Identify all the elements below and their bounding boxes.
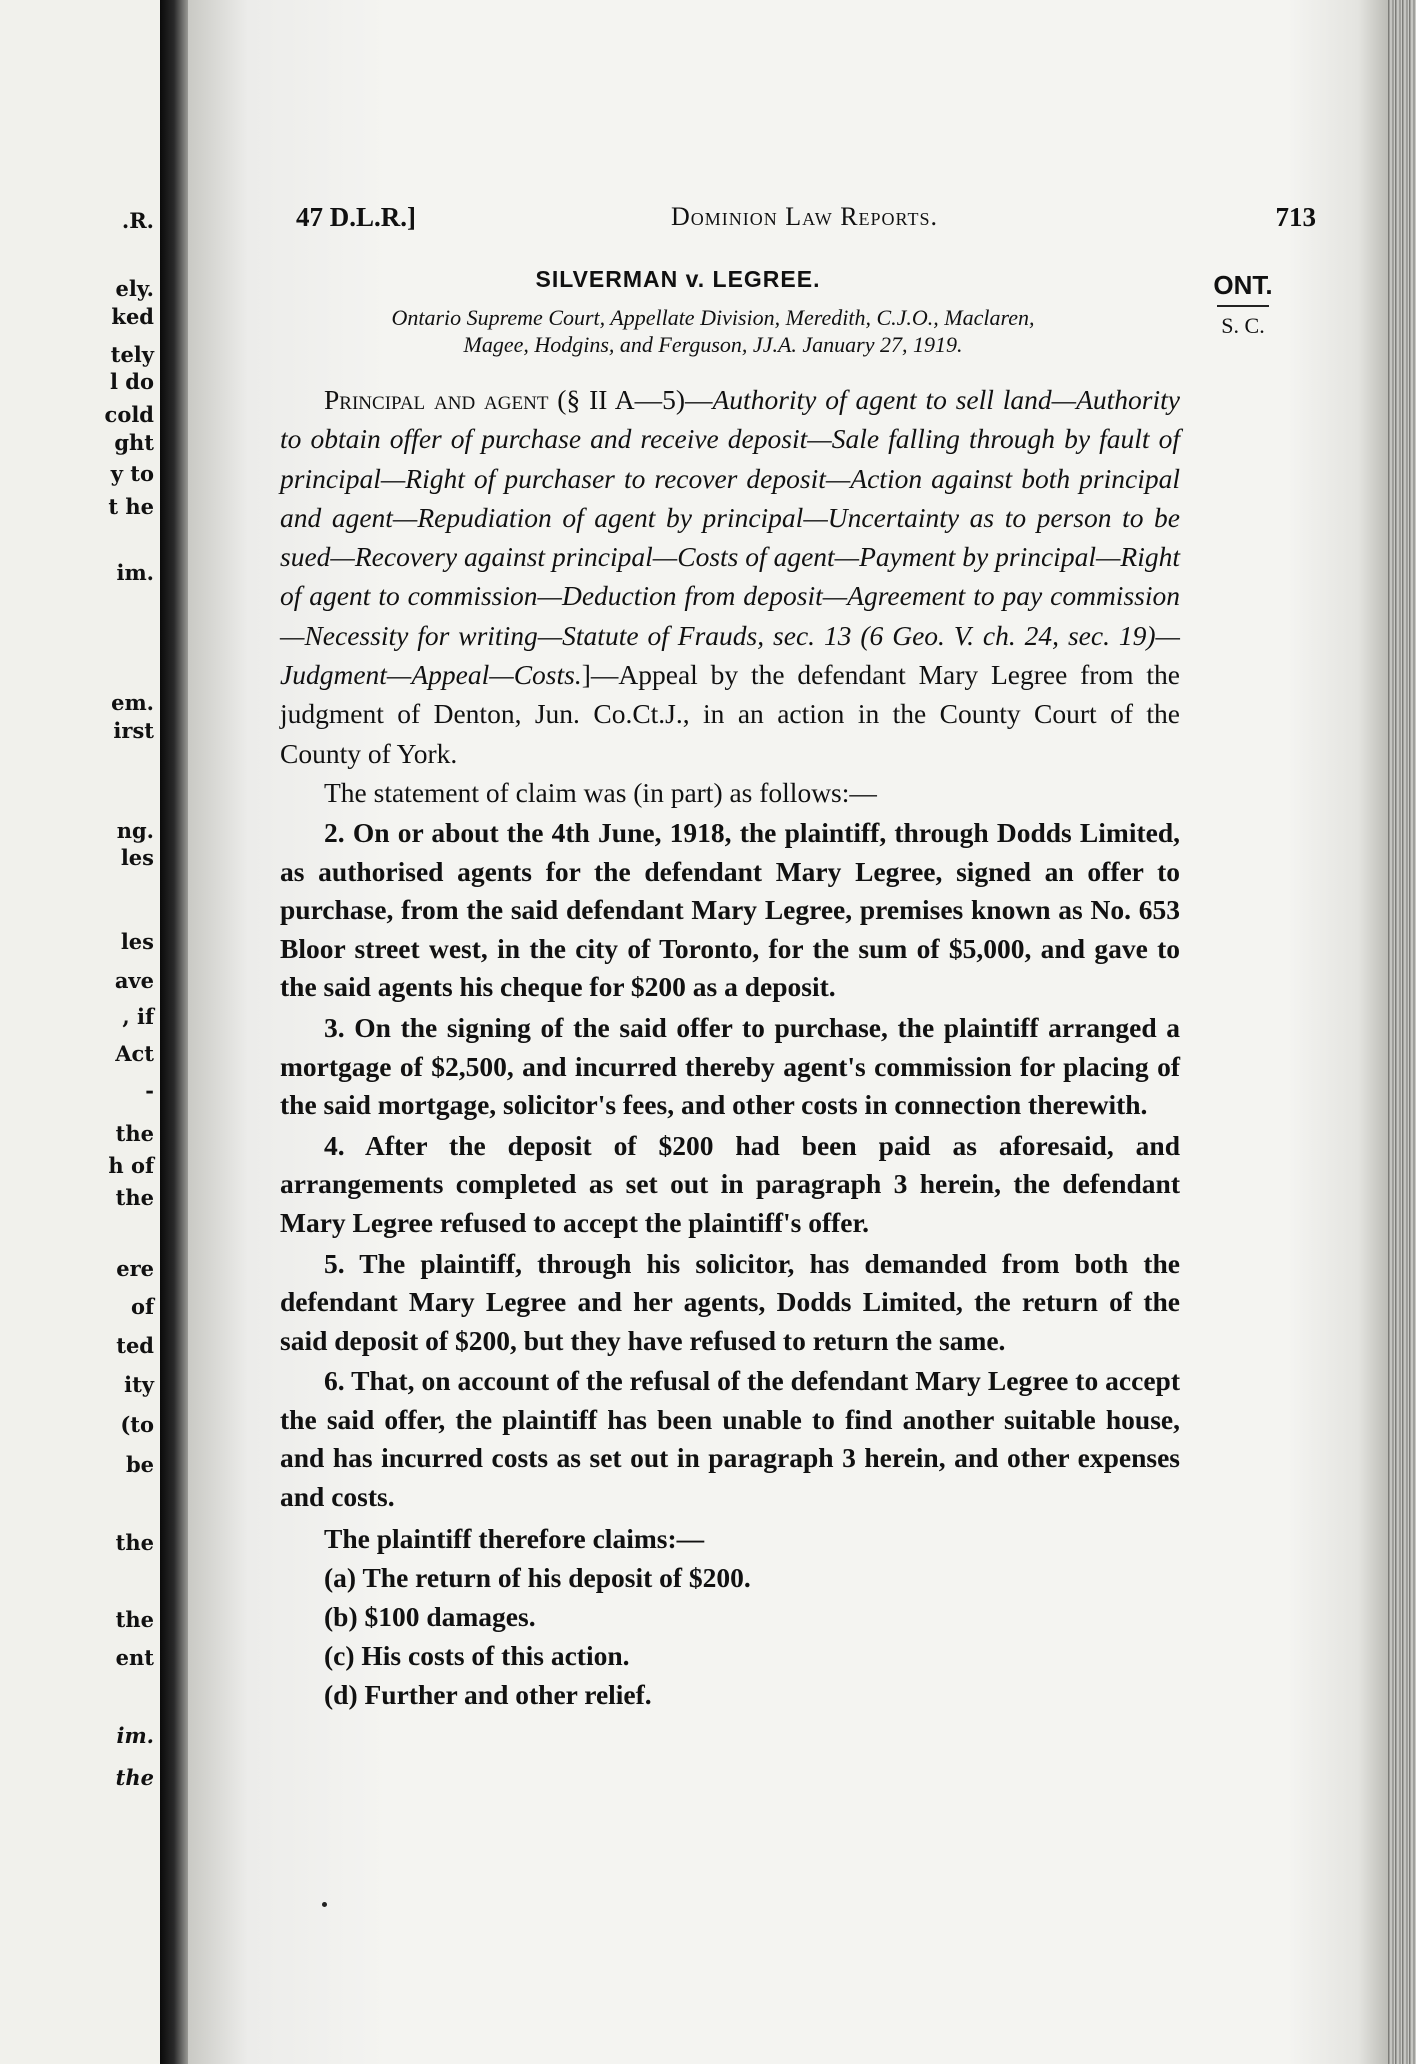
facing-page-fragment: the <box>115 1185 154 1210</box>
running-head <box>296 202 1316 242</box>
facing-page-fragment: im. <box>116 560 154 585</box>
facing-page-fragment: be <box>125 1452 154 1477</box>
claim-item: (c) His costs of this action. <box>324 1639 630 1671</box>
facing-page-fragment: t he <box>108 494 154 519</box>
facing-page-fragment: im. <box>116 1723 154 1748</box>
facing-page-fragment: ked <box>111 304 154 329</box>
margin-rule <box>1217 305 1269 307</box>
facing-page-fragment: y to <box>110 461 154 486</box>
facing-page-fragment: les <box>120 845 154 870</box>
facing-page-fragment: ted <box>116 1333 154 1358</box>
facing-page-fragment: the <box>115 1121 154 1146</box>
facing-page-fragment: - <box>145 1078 154 1103</box>
facing-page <box>0 0 160 2064</box>
facing-page-fragment: cold <box>104 402 154 427</box>
facing-page-fragment: irst <box>113 718 154 743</box>
facing-page-fragment: the <box>115 1607 154 1632</box>
claim-paragraph: 5. The plaintiff, through his solicitor, has demanded from both the defendant Mary Legree and her agents, Dodds Limited, the return of the said deposit of $200, but they have refused to return the same. <box>280 1247 1180 1356</box>
claim-paragraph: 2. On or about the 4th June, 1918, the plaintiff, through Dodds Limited, as authorised agents for the defendant Mary Legree, signed an offer to purchase, from the said defendant Mary Legree, premises known as No. 653 Bloor street west, in the city of Toronto, for the sum of $5,000, and gave to the said agents his cheque for $200 as a deposit. <box>280 816 1180 1003</box>
claim-item: (a) The return of his deposit of $200. <box>324 1561 751 1593</box>
stray-dot <box>322 1902 327 1907</box>
facing-page-fragment: of <box>130 1294 154 1319</box>
volume-reference: 47 D.L.R.] <box>296 202 416 232</box>
facing-page-fragment: the <box>115 1530 154 1555</box>
claims-heading: The plaintiff therefore claims:— <box>324 1522 705 1554</box>
province-label: ONT. <box>1213 270 1273 300</box>
court-label: S. C. <box>1221 313 1265 338</box>
facing-page-fragment: ent <box>115 1645 154 1670</box>
facing-page-fragment: ave <box>114 968 154 993</box>
claim-paragraph: 3. On the signing of the said offer to purchase, the plaintiff arranged a mortgage of $2,500, and incurred thereby agent's commission for placing of the said mortgage, solicitor's fees, and other costs in connection therewith. <box>280 1011 1180 1121</box>
facing-page-fragment: l do <box>110 369 154 394</box>
court-line <box>318 304 1108 358</box>
facing-page-fragment: .R. <box>121 208 154 233</box>
book-gutter <box>160 0 188 2064</box>
claim-paragraph: 6. That, on account of the refusal of the defendant Mary Legree to accept the said offer, the plaintiff has been unable to find another suitable house, and has incurred costs as set out in paragraph 3 herein, and other expenses and costs. <box>280 1365 1180 1513</box>
claim-paragraph: 4. After the deposit of $200 had been paid as aforesaid, and arrangements completed as set out in paragraph 3 herein, the defendant Mary Legree refused to accept the plaintiff's offer. <box>280 1129 1180 1238</box>
facing-page-fragment: les <box>120 929 154 954</box>
document-page <box>188 0 1388 2064</box>
facing-page-fragment: (to <box>120 1412 154 1437</box>
margin-note <box>1203 270 1283 339</box>
document-body <box>280 380 1180 1714</box>
report-title: Dominion Law Reports. <box>671 202 938 231</box>
claim-item: (d) Further and other relief. <box>324 1678 652 1710</box>
facing-page-fragment: tely <box>110 342 154 367</box>
claim-item: (b) $100 damages. <box>324 1600 536 1632</box>
case-title: SILVERMAN v. LEGREE. <box>535 266 821 292</box>
court-line-2: Magee, Hodgins, and Ferguson, JJ.A. January 27, 1919. <box>463 332 963 357</box>
page-number: 713 <box>1275 202 1316 232</box>
claim-intro: The statement of claim was (in part) as follows:— <box>324 776 877 808</box>
facing-page-fragment: ght <box>114 430 154 455</box>
facing-page-fragment: h of <box>108 1153 154 1178</box>
headnote <box>280 380 1180 773</box>
facing-page-fragment: ng. <box>116 818 154 843</box>
page-edges <box>1388 0 1416 2064</box>
facing-page-fragment: the <box>115 1765 154 1790</box>
facing-page-fragment: em. <box>111 690 154 715</box>
court-line-1: Ontario Supreme Court, Appellate Division, Meredith, C.J.O., Maclaren, <box>391 305 1035 330</box>
facing-page-fragment: ely. <box>115 276 154 301</box>
facing-page-fragment: Act <box>115 1041 154 1066</box>
facing-page-fragment: , if <box>122 1004 154 1029</box>
headnote-rest: ]—Appeal by the defendant Mary Legree from the judgment of Denton, Jun. Co.Ct.J., in an action in the County Court of the County of York. <box>280 659 1180 769</box>
headnote-topic: Principal and agent <box>324 384 549 415</box>
facing-page-fragment: ity <box>124 1372 154 1397</box>
facing-page-fragment: ere <box>116 1256 154 1281</box>
headnote-section: (§ II A—5)— <box>548 384 713 415</box>
headnote-catchwords: Authority of agent to sell land—Authority to obtain offer of purchase and receive deposit—Sale falling through by fault of principal—Right of purchaser to recover deposit—Action against both principal and agent—Repudiation of agent by principal—Uncertainty as to person to be sued—Recovery against principal—Costs of agent—Payment by principal—Right of agent to commission—Deduction from deposit—Agreement to pay commission—Necessity for writing—Statute of Frauds, sec. 13 (6 Geo. V. ch. 24, sec. 19)—Judgment—Appeal—Costs. <box>280 384 1180 691</box>
